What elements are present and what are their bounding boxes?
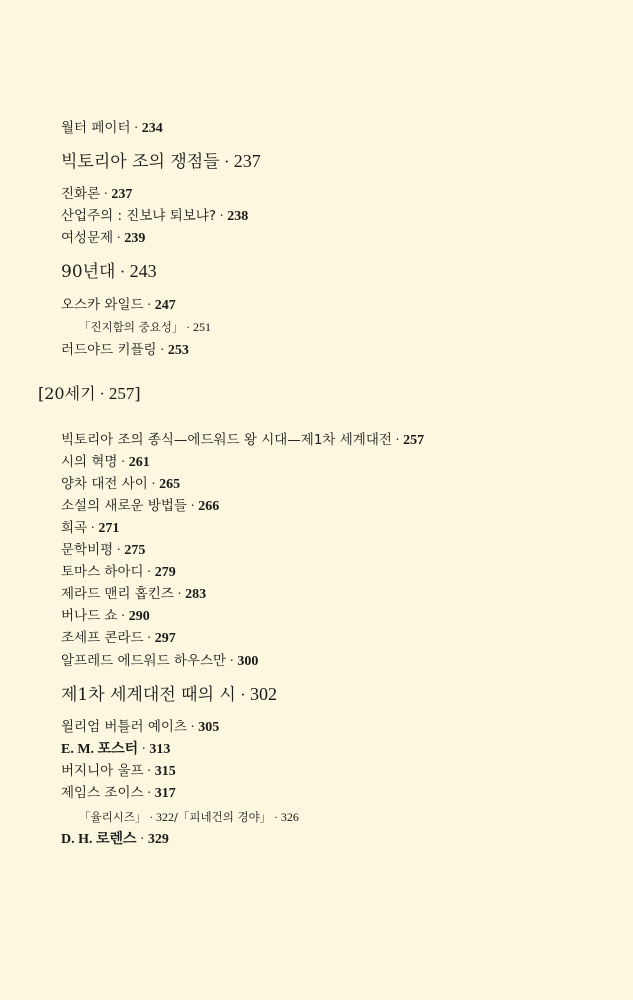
toc-entry <box>61 786 176 801</box>
heading-title: 빅토리아 조의 쟁점들 <box>61 152 220 172</box>
toc-entry <box>61 231 145 246</box>
separator: · <box>186 498 199 513</box>
page-number: 239 <box>124 231 146 246</box>
separator: · <box>113 230 125 245</box>
toc-subentry <box>79 321 211 335</box>
toc-entry <box>61 742 170 757</box>
page-number: 266 <box>198 499 220 514</box>
page-number: 247 <box>154 298 176 313</box>
toc-heading <box>61 152 261 171</box>
toc-entry <box>61 298 176 313</box>
separator: · <box>147 476 160 491</box>
separator: · <box>183 322 194 334</box>
entry-title: 산업주의 : 진보냐 퇴보냐? <box>61 208 216 224</box>
page-number: 315 <box>154 764 176 779</box>
entry-title: 윌리엄 버틀러 예이츠 <box>61 719 187 735</box>
toc-entry <box>61 499 219 514</box>
page-number: 275 <box>124 543 146 558</box>
section-open-bracket: [ <box>38 384 45 403</box>
separator: · <box>113 542 125 557</box>
separator: · <box>143 564 155 579</box>
page-number: 251 <box>193 320 212 334</box>
separator: · <box>216 208 228 223</box>
entry-title: 소설의 새로운 방법들 <box>61 498 187 514</box>
slash: / <box>174 810 178 824</box>
page-number: 313 <box>149 742 171 757</box>
entry-title: E. M. 포스터 <box>61 742 139 757</box>
entry-title: 여성문제 <box>61 230 114 246</box>
toc-entry <box>61 477 180 492</box>
entry-title: D. H. 로렌스 <box>61 832 137 847</box>
page-number: 237 <box>111 187 133 202</box>
separator: · <box>271 812 281 824</box>
toc-entry <box>61 543 145 558</box>
entry-title: 오스카 와일드 <box>61 297 144 313</box>
toc-subentry <box>79 811 299 825</box>
separator: · <box>143 785 155 800</box>
entry-title: 토마스 하아디 <box>61 564 144 580</box>
page-number: 238 <box>227 209 249 224</box>
page-number: 234 <box>141 121 163 136</box>
separator: · <box>235 685 250 704</box>
toc-entry <box>61 343 189 358</box>
toc-entry <box>61 764 176 779</box>
page-number: 261 <box>128 455 150 470</box>
page-number: 302 <box>250 684 277 704</box>
section-close-bracket: ] <box>134 384 141 403</box>
page-number: 317 <box>154 786 176 801</box>
page-number: 283 <box>185 587 207 602</box>
entry-title: 시의 혁명 <box>61 454 118 470</box>
subentry-title: 「율리시즈」 <box>79 810 147 824</box>
entry-title: 조세프 콘라드 <box>61 630 144 646</box>
page-number: 300 <box>237 654 259 669</box>
page-number: 322 <box>156 810 175 824</box>
entry-title: 희곡 <box>61 520 88 536</box>
toc-entry <box>61 121 163 136</box>
separator: · <box>87 520 99 535</box>
separator: · <box>117 608 129 623</box>
page-number: 326 <box>280 810 299 824</box>
toc-entry <box>61 187 132 202</box>
toc-section-heading <box>38 385 141 403</box>
separator: · <box>146 812 157 824</box>
page-number: 290 <box>128 609 150 624</box>
entry-title: 버나드 쇼 <box>61 608 118 624</box>
separator: · <box>130 120 142 135</box>
heading-title: 90년대 <box>61 262 116 282</box>
page-number: 243 <box>129 261 157 281</box>
toc-entry <box>61 521 119 536</box>
entry-title: 월터 페이터 <box>61 120 131 136</box>
separator: · <box>186 719 199 734</box>
separator: · <box>100 186 112 201</box>
page-number: 297 <box>154 631 176 646</box>
heading-title: 제1차 세계대전 때의 시 <box>61 685 236 705</box>
separator: · <box>136 831 148 846</box>
page-number: 237 <box>233 151 261 171</box>
entry-title: 알프레드 에드워드 하우스만 <box>61 653 227 669</box>
separator: · <box>391 432 404 447</box>
page-number: 305 <box>198 720 220 735</box>
separator: · <box>115 262 130 281</box>
toc-entry <box>61 654 258 669</box>
entry-title: 문학비평 <box>61 542 114 558</box>
page-number: 257 <box>403 433 425 448</box>
page-number: 271 <box>98 521 120 536</box>
separator: · <box>143 630 155 645</box>
entry-title: 제임스 조이스 <box>61 785 144 801</box>
toc-heading <box>61 685 277 704</box>
separator: · <box>173 586 186 601</box>
separator: · <box>219 152 234 171</box>
entry-title: 빅토리아 조의 종식—에드워드 왕 시대—제1차 세계대전 <box>61 432 392 448</box>
separator: · <box>143 297 155 312</box>
separator: · <box>138 741 150 756</box>
separator: · <box>117 454 129 469</box>
toc-entry <box>61 631 176 646</box>
separator: · <box>156 342 168 357</box>
toc-entry <box>61 565 176 580</box>
entry-title: 제라드 맨리 홉킨즈 <box>61 586 174 602</box>
entry-title: 러드야드 키플링 <box>61 342 157 358</box>
entry-title: 진화론 <box>61 186 101 202</box>
toc-entry <box>61 609 150 624</box>
separator: · <box>226 653 238 668</box>
entry-title: 버지니아 울프 <box>61 763 144 779</box>
toc-entry <box>61 209 248 224</box>
subentry-title: 「진지함의 중요성」 <box>79 320 184 334</box>
toc-entry <box>61 832 169 847</box>
toc-entry <box>61 455 150 470</box>
separator: · <box>95 386 109 403</box>
page-number: 257 <box>108 384 135 403</box>
page-number: 279 <box>154 565 176 580</box>
separator: · <box>143 763 155 778</box>
page-number: 265 <box>159 477 181 492</box>
toc-entry <box>61 720 219 735</box>
section-title: 20세기 <box>44 384 96 403</box>
page-number: 329 <box>147 832 169 847</box>
toc-heading <box>61 262 157 281</box>
toc-entry <box>61 433 424 448</box>
entry-title: 양차 대전 사이 <box>61 476 148 492</box>
subentry-title: 「피네건의 경야」 <box>177 810 272 824</box>
page-number: 253 <box>167 343 189 358</box>
toc-entry <box>61 587 206 602</box>
